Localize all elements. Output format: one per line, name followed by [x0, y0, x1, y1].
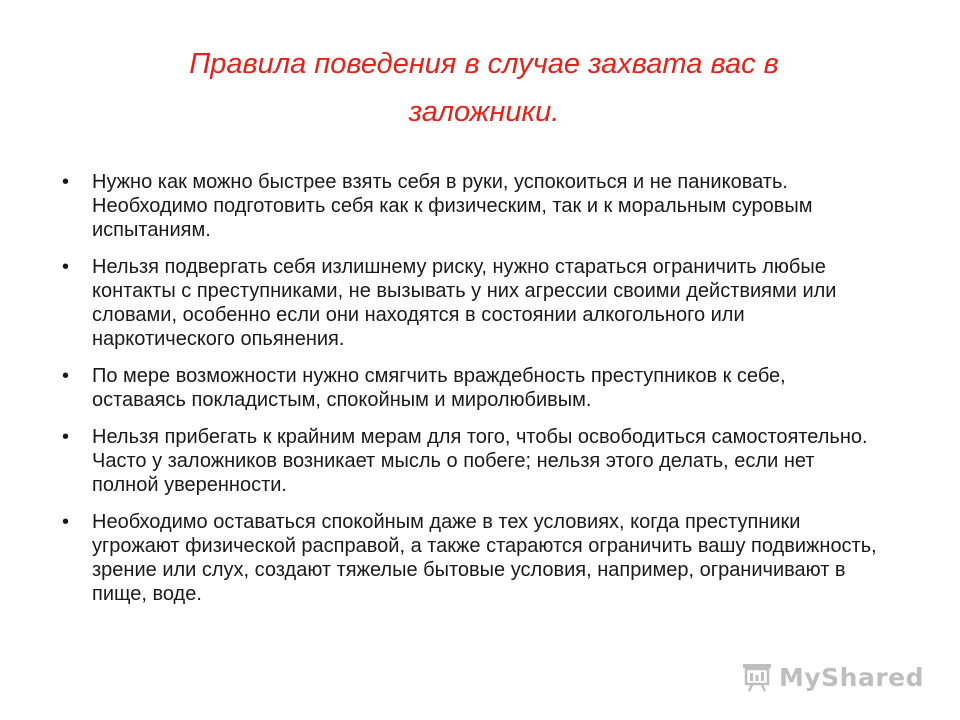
- bullet-text: Нужно как можно быстрее взять себя в руки, успокоиться и не паниковать. Необходимо подготовить себя как к физическим, так и к моральным суровым испытаниям.: [92, 171, 813, 241]
- list-item: [62, 364, 882, 412]
- bullet-dot: •: [62, 426, 70, 448]
- list-item: [62, 255, 882, 351]
- bullet-dot: •: [62, 171, 70, 193]
- slide-title: [100, 40, 868, 136]
- list-item: [62, 170, 882, 242]
- list-item: [62, 510, 882, 606]
- bullet-text: По мере возможности нужно смягчить враждебность преступников к себе, оставаясь покладистым, спокойным и миролюбивым.: [92, 365, 786, 411]
- bullet-text: Нельзя подвергать себя излишнему риску, нужно стараться ограничить любые контакты с преступниками, не вызывать у них агрессии своими действиями или словами, особенно если они находятся в состоянии алкогольного или наркотического опьянения.: [92, 256, 837, 350]
- bullet-list: [62, 170, 882, 619]
- bullet-dot: •: [62, 256, 70, 278]
- watermark-text: MyShared: [778, 662, 924, 692]
- myshared-watermark: [741, 662, 924, 692]
- title-line-1: Правила поведения в случае захвата вас в: [189, 48, 779, 80]
- bullet-dot: •: [62, 365, 70, 387]
- bullet-text: Необходимо оставаться спокойным даже в тех условиях, когда преступники угрожают физической расправой, а также стараются ограничить вашу подвижность, зрение или слух, создают тяжелые бытовые условия, например, ограничивают в пище, воде.: [92, 511, 877, 605]
- bullet-dot: •: [62, 511, 70, 533]
- presentation-board-icon: [741, 662, 773, 692]
- title-line-2: заложники.: [408, 96, 560, 128]
- bullet-text: Нельзя прибегать к крайним мерам для того, чтобы освободиться самостоятельно. Часто у заложников возникает мысль о побеге; нельзя этого делать, если нет полной уверенности.: [92, 426, 868, 496]
- list-item: [62, 425, 882, 497]
